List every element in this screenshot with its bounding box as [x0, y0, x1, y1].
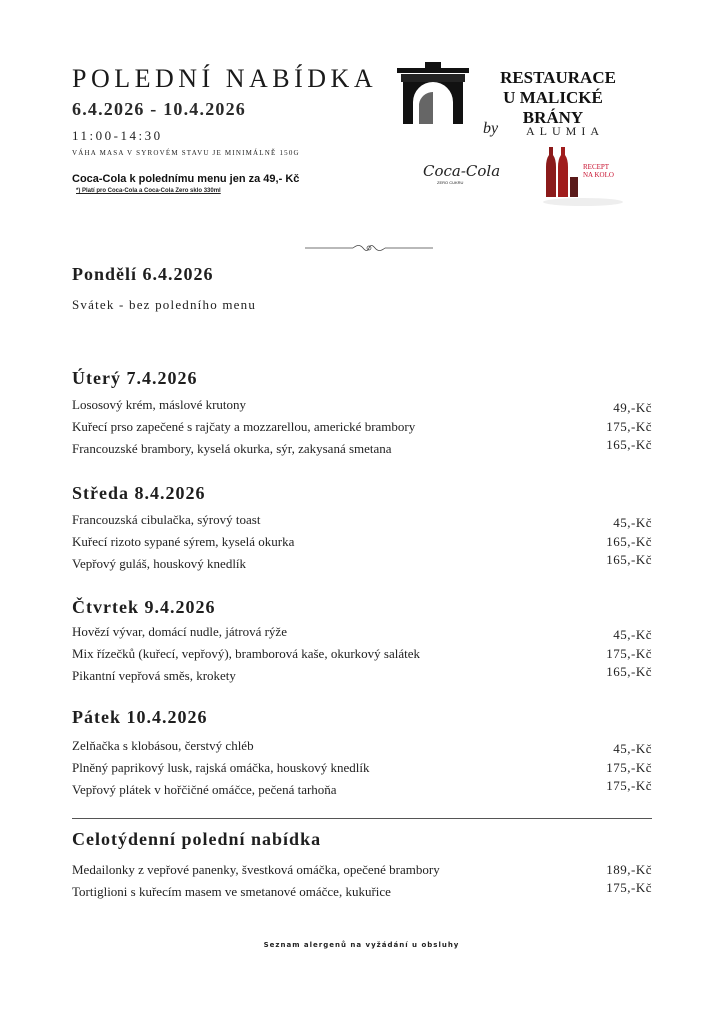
menu-item: Plněný paprikový lusk, rajská omáčka, houskový knedlík: [72, 760, 370, 775]
menu-price: 165,-Kč: [606, 534, 652, 549]
day-heading: Středa 8.4.2026: [72, 483, 206, 503]
date-range: 6.4.2026 - 10.4.2026: [72, 99, 246, 119]
day-heading: Čtvrtek 9.4.2026: [72, 597, 216, 617]
restaurant-name: [473, 68, 633, 128]
coke-offer: Coca-Cola k polednímu menu jen za 49,- Kč: [72, 173, 300, 185]
menu-price: 175,-Kč: [606, 760, 652, 775]
menu-item: Lososový krém, máslové krutony: [72, 397, 247, 412]
menu-price: 49,-Kč: [613, 400, 652, 415]
menu-item: Kuřecí rizoto sypané sýrem, kyselá okurka: [72, 534, 295, 549]
menu-item: Medailonky z vepřové panenky, švestková omáčka, opečené brambory: [72, 862, 440, 877]
restaurant-name-line2: U MALICKÉ BRÁNY: [503, 88, 603, 127]
menu-price: 45,-Kč: [613, 741, 652, 756]
weight-note: VÁHA MASA V SYROVÉM STAVU JE MINIMÁLNĚ 150G: [72, 149, 300, 157]
ornament-divider: [305, 243, 433, 253]
menu-item: Tortiglioni s kuřecím masem ve smetanové omáčce, kukuřice: [72, 884, 391, 899]
menu-item: Zelňačka s klobásou, čerstvý chléb: [72, 738, 254, 753]
opening-hours: 11:00-14:30: [72, 128, 163, 143]
menu-price: 175,-Kč: [606, 778, 652, 793]
menu-item: Mix řízečků (kuřecí, vepřový), bramborová kaše, okurkový salátek: [72, 646, 420, 661]
menu-price: 165,-Kč: [606, 437, 652, 452]
coca-cola-sub: ZERO CUKRU: [437, 180, 464, 185]
gate-icon: [393, 62, 473, 132]
day-heading: Úterý 7.4.2026: [72, 368, 198, 388]
menu-item: Vepřový plátek v hořčičné omáčce, pečená tarhoňa: [72, 782, 337, 797]
menu-item: Francouzské brambory, kyselá okurka, sýr, zakysaná smetana: [72, 441, 392, 456]
menu-price: 189,-Kč: [606, 862, 652, 877]
menu-item: Francouzská cibulačka, sýrový toast: [72, 512, 261, 527]
coke-note: *) Platí pro Coca-Cola a Coca-Cola Zero sklo 330ml: [76, 188, 221, 194]
page-title: POLEDNÍ NABÍDKA: [72, 64, 378, 93]
by-text: by: [483, 120, 499, 137]
menu-price: 45,-Kč: [613, 515, 652, 530]
svg-text:NA KOLO: NA KOLO: [583, 171, 614, 179]
coca-cola-bottles-icon: [538, 147, 628, 207]
menu-price: 175,-Kč: [606, 646, 652, 661]
menu-price: 165,-Kč: [606, 664, 652, 679]
day-heading: Pondělí 6.4.2026: [72, 264, 214, 284]
section-divider: [72, 818, 652, 819]
allergen-note: Seznam alergenů na vyžádání u obsluhy: [263, 941, 460, 949]
menu-item: Pikantní vepřová směs, krokety: [72, 668, 236, 683]
menu-item: Vepřový guláš, houskový knedlík: [72, 556, 247, 571]
menu-price: 45,-Kč: [613, 627, 652, 642]
brand-name: ALUMIA: [526, 124, 604, 138]
restaurant-logo: [393, 62, 633, 212]
menu-price: 175,-Kč: [606, 880, 652, 895]
menu-item: Kuřecí prso zapečené s rajčaty a mozzarellou, americké brambory: [72, 419, 416, 434]
restaurant-name-line1: RESTAURACE: [500, 68, 616, 87]
holiday-note: Svátek - bez poledního menu: [72, 297, 257, 312]
menu-price: 175,-Kč: [606, 419, 652, 434]
menu-price: 165,-Kč: [606, 552, 652, 567]
day-heading: Pátek 10.4.2026: [72, 707, 208, 727]
weekly-heading: Celotýdenní polední nabídka: [72, 829, 322, 849]
menu-item: Hovězí vývar, domácí nudle, játrová rýže: [72, 624, 287, 639]
coca-cola-logo: Coca-Cola: [423, 162, 501, 180]
svg-text:RECEPT: RECEPT: [583, 163, 610, 171]
